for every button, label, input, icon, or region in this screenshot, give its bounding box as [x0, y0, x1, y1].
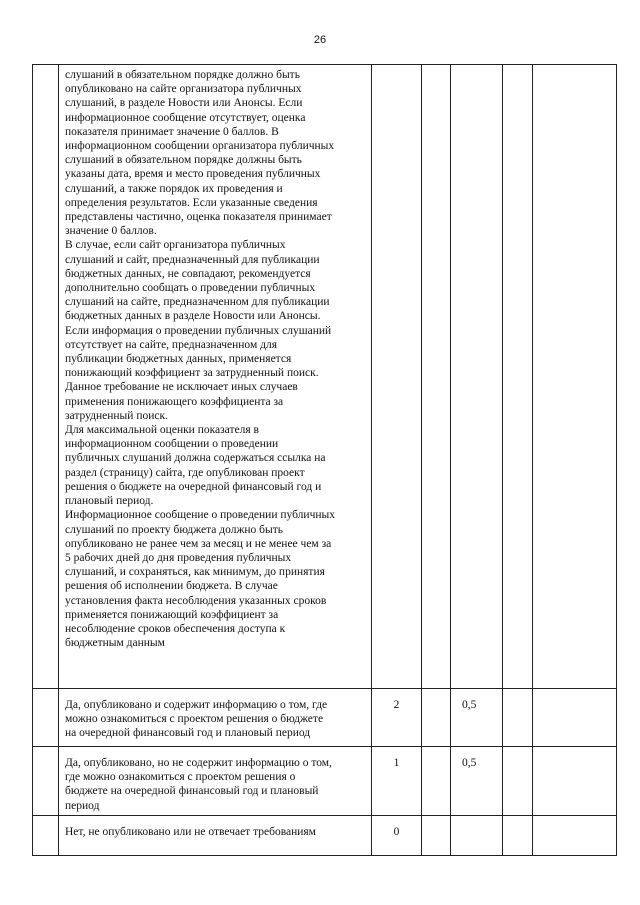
index-cell [33, 65, 59, 689]
score-value: 1 [393, 757, 400, 769]
description-row [33, 65, 617, 689]
criteria-text: Нет, не опубликовано или не отвечает требованиям [65, 825, 316, 838]
coefficient-value [451, 816, 502, 825]
empty-cell [422, 689, 451, 747]
empty-cell [422, 747, 451, 816]
score-value: 2 [393, 699, 400, 711]
score-cell [372, 815, 422, 855]
criteria-row [33, 689, 617, 747]
criteria-text-cell [59, 815, 372, 855]
empty-cell [503, 815, 533, 855]
empty-cell [503, 689, 533, 747]
criteria-text: Да, опубликовано, но не содержит информацию о том, где можно ознакомиться с проектом решения о бюджете на очередной финансовый год и плановый период [65, 757, 332, 812]
criteria-text-cell [59, 747, 372, 816]
coefficient-cell [451, 747, 503, 816]
page-number: 26 [313, 34, 327, 46]
empty-cell [503, 747, 533, 816]
coefficient-value: 0,5 [462, 699, 477, 711]
score-cell [372, 747, 422, 816]
empty-cell [533, 747, 617, 816]
score-cell [372, 65, 422, 689]
empty-cell [533, 689, 617, 747]
criteria-row [33, 747, 617, 816]
criteria-text: Да, опубликовано и содержит информацию о том, где можно ознакомиться с проектом решения о бюджете на очередной финансовый год и плановый период [65, 699, 328, 740]
empty-cell [503, 65, 533, 689]
coefficient-cell [451, 689, 503, 747]
coefficient-cell [451, 65, 503, 689]
description-cell [59, 65, 372, 689]
coefficient-value: 0,5 [462, 757, 477, 769]
empty-cell [422, 65, 451, 689]
empty-cell [533, 815, 617, 855]
criteria-text-cell [59, 689, 372, 747]
evaluation-table [32, 64, 617, 856]
criteria-row [33, 815, 617, 855]
description-text: слушаний в обязательном порядке должно быть опубликовано на сайте организатора публичных слушаний, в разделе Новости или Анонсы. Если информационное сообщение отсутствует, оценка показателя принимает значение 0 баллов. В информационном сообщении организатора публичных слушаний в обязательном порядке должны быть указаны дата, время и место проведения публичных слушаний, а также порядок их проведения и определения результатов. Если указанные сведения представлены частично, оценка показателя принимает значение 0 баллов. В случае, если сайт организатора публичных слушаний и сайт, предназначенный для публикации бюджетных данных, не совпадают, рекомендуется дополнительно сообщать о проведении публичных слушаний на сайте, предназначенном для публикации бюджетных данных в разделе Новости или Анонсы. Если информация о проведении публичных слушаний отсутствует на сайте, предназначенном для публикации бюджетных данных, применяется понижающий коэффициент за затрудненный поиск. Данное требование не исключает иных случаев применения понижающего коэффициента за затрудненный поиск. Для максимальной оценки показателя в информационном сообщении о проведении публичных слушаний должна содержаться ссылка на раздел (страницу) сайта, где опубликован проект решения о бюджете на очередной финансовый год и плановый период. Информационное сообщение о проведении публичных слушаний по проекту бюджета должно быть опубликовано не ранее чем за месяц и не менее чем за 5 рабочих дней до дня проведения публичных слушаний, и сохраняться, как минимум, до принятия решения об исполнении бюджета. В случае установления факта несоблюдения указанных сроков применяется понижающий коэффициент за несоблюдение сроков обеспечения доступа к бюджетным данным [65, 69, 335, 650]
empty-cell [422, 815, 451, 855]
empty-cell [533, 65, 617, 689]
index-cell [33, 815, 59, 855]
index-cell [33, 689, 59, 747]
score-cell [372, 689, 422, 747]
coefficient-cell [451, 815, 503, 855]
index-cell [33, 747, 59, 816]
score-value: 0 [393, 825, 400, 838]
